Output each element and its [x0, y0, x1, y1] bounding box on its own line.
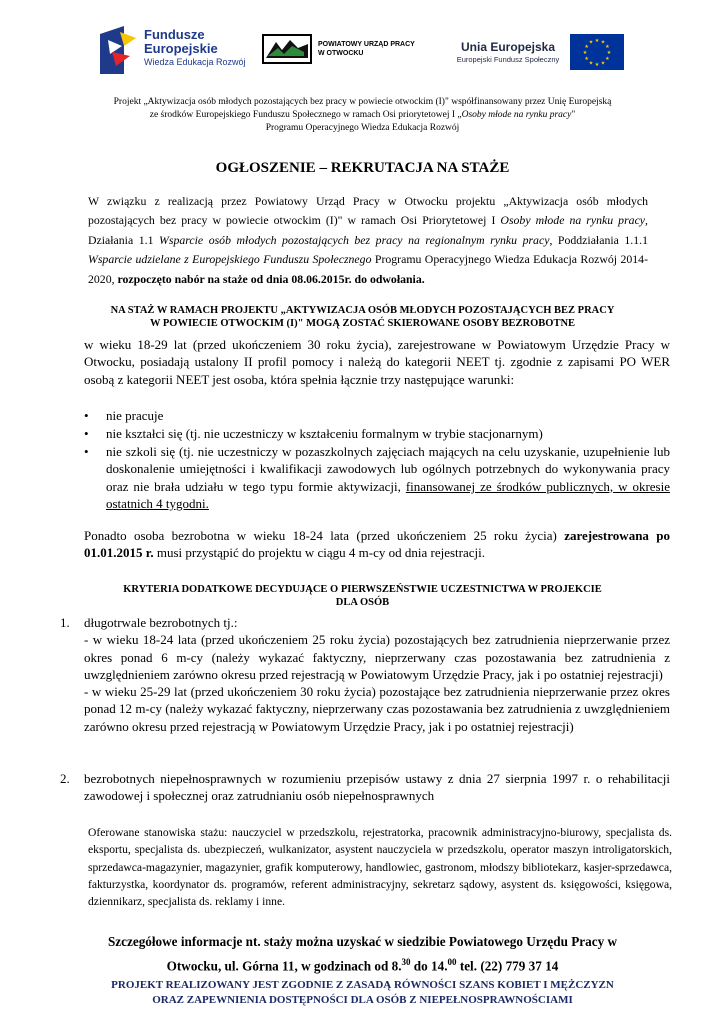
unia-europejska-logo	[455, 34, 625, 74]
svg-text:★: ★	[582, 50, 588, 56]
svg-text:★: ★	[605, 44, 610, 50]
bullet3-text: nie szkoli się (tj. nie uczestniczy w pozaszkolnych zajęciach mających na celu uzyskanie, uzupełnienie lub doskonalenie umiejętności i kwalifikacji zawodowych lub ogólnych potrzebnych do wykonywania pracy oraz nie brała udziału w tego typu formie aktywizacji,	[106, 444, 670, 494]
svg-text:★: ★	[584, 44, 589, 50]
list-number: 2.	[60, 771, 70, 786]
page-title: OGŁOSZENIE – REKRUTACJA NA STAŻE	[215, 160, 510, 176]
pup-line1: POWIATOWY URZĄD PRACY	[318, 41, 415, 48]
time-end-minutes: 00	[447, 957, 457, 967]
svg-text:★: ★	[605, 56, 610, 62]
intro-text-1: W związku z realizacją przez Powiatowy Urząd Pracy w Otwocku projektu „Aktywizacja osób młodych pozostających bez pracy w powiecie otwockim (I)" w ramach Osi Priorytetowej I	[88, 194, 648, 228]
list-item	[84, 614, 670, 735]
project-line2-italic: Osoby młode na rynku pracy	[461, 110, 572, 120]
ue-line2: Europejski Fundusz Społeczny	[456, 55, 560, 64]
list-number: 1.	[60, 615, 70, 630]
svg-text:★: ★	[588, 60, 594, 67]
contact-info	[70, 932, 655, 976]
extra-bold: zarejestrowana po 01.01.2015 r.	[84, 528, 670, 561]
bullet-text: nie kształci się (tj. nie uczestniczy w kształceniu formalnym w trybie stacjonarnym)	[106, 426, 543, 441]
pup-logo	[262, 34, 442, 70]
contact-text-a: Otwocku, ul. Górna 11, w godzinach od 8.	[166, 958, 402, 974]
fe-star-icon	[100, 26, 138, 74]
section1-heading-line1: NA STAŻ W RAMACH PROJEKTU „AKTYWIZACJA OSÓB MŁODYCH POZOSTAJĄCYCH BEZ PRACY	[110, 305, 615, 316]
intro-text-3: , Poddziałania 1.1.1	[549, 232, 649, 247]
intro-paragraph	[88, 192, 648, 289]
svg-text:★: ★	[588, 39, 594, 46]
fundusze-europejskie-logo	[100, 26, 250, 78]
svg-text:★: ★	[594, 62, 600, 68]
time-start-minutes: 30	[401, 957, 411, 967]
bullet-icon: •	[84, 408, 89, 423]
fe-line2: Europejskie	[144, 41, 218, 56]
criterion-1-age-25-29: - w wieku 25-29 lat (przed ukończeniem 30 roku życia) pozostające bez zatrudnienia nieprzerwanie przez okres ponad 12 m-cy (należy wykazać faktyczny, nieprzerwany czas pozostawania bez zatrudnienia z uwzględnieniem zarówno okresu przed rejestracją w Powiatowym Urzędzie Pracy, jak i po ostatniej rejestracji)	[84, 684, 670, 734]
bullet-icon: •	[84, 426, 89, 441]
logo-bar	[0, 22, 725, 82]
section1-heading	[40, 304, 685, 330]
criterion-2-text: bezrobotnych niepełnosprawnych w rozumieniu przepisów ustawy z dnia 27 sierpnia 1997 r. o rehabilitacji zawodowej i społecznej oraz zatrudnianiu osób niepełnosprawnych	[84, 771, 670, 804]
section1-heading-line2: W POWIECIE OTWOCKIM (I)" MOGĄ ZOSTAĆ SKIEROWANE OSOBY BEZROBOTNE	[149, 318, 576, 329]
fe-line3: Wiedza Edukacja Rozwój	[144, 57, 246, 67]
criterion-1-age-18-24: - w wieku 18-24 lata (przed ukończeniem 25 roku życia) pozostających bez zatrudnienia nieprzerwanie przez okres ponad 6 m-cy (należy wykazać faktyczny, nieprzerwany czas pozostawania bez zatrudnienia z uwzględnieniem zarówno okresu przed rejestracją w Powiatowym Urzędzie Pracy, jak i po ostatniej rejestracji)	[84, 632, 670, 682]
extra-text-c: musi przystąpić do projektu w ciągu 4 m-cy od dnia rejestracji.	[153, 545, 485, 561]
contact-text-b: do 14.	[410, 958, 448, 974]
bullet-text	[106, 443, 670, 512]
section2-heading-line1: KRYTERIA DODATKOWE DECYDUJĄCE O PIERWSZEŃSTWIE UCZESTNICTWA W PROJEKCIE	[123, 584, 602, 595]
offered-positions: Oferowane stanowiska stażu: nauczyciel w przedszkolu, rejestratorka, pracownik administracyjno-biurowy, specjalista ds. eksportu, specjalista ds. ubezpieczeń, wulkanizator, asystent nauczyciela w przedszkolu, operator maszyn introligatorskich, sprzedawca-magazynier, magazynier, grafik komputerowy, handlowiec, gastronom, młodszy bibliotekarz, kasjer-sprzedawca, fakturzystka, koordynator ds. programów, referent administracyjny, sekretarz sądowy, asystent ds. księgowości, księgowa, dziennikarz, specjalista ds. reklamy i inne.	[88, 826, 672, 909]
section2-heading-line2: DLA OSÓB	[335, 597, 390, 608]
section1-body: w wieku 18-29 lat (przed ukończeniem 30 roku życia), zarejestrowane w Powiatowym Urzędzie Pracy w Otwocku, posiadają ustalony II profil pomocy i należą do kategorii NEET tj. zgodnie z zapisami PO WER osobą z kategorii NEET jest osoba, która spełnia łącznie trzy następujące warunki:	[84, 337, 670, 387]
intro-text-2: , Działania 1.1	[88, 213, 648, 247]
svg-text:★: ★	[594, 38, 600, 44]
ue-line1: Unia Europejska	[460, 40, 556, 54]
bullet-text: nie pracuje	[106, 408, 164, 423]
contact-line2	[70, 952, 655, 976]
contact-phone: tel. (22) 779 37 14	[456, 958, 559, 974]
extra-text-a: Ponadto osoba bezrobotna w wieku 18-24 lata (przed ukończeniem 25 roku życia)	[84, 528, 565, 543]
project-line2-c: "	[571, 110, 576, 120]
bullet3-underlined: finansowanej ze środków publicznych, w okresie ostatnich 4 tygodni.	[106, 478, 670, 511]
contact-line1: Szczegółowe informacje nt. staży można uzyskać w siedzibie Powiatowego Urzędu Pracy w	[107, 934, 618, 949]
intro-bold: rozpoczęto nabór na staże od dnia 08.06.2015r. do odwołania.	[117, 271, 425, 286]
project-line3: Programu Operacyjnego Wiedza Edukacja Rozwój	[265, 123, 460, 133]
svg-text:★: ★	[584, 56, 589, 62]
fe-line1: Fundusze	[144, 27, 205, 42]
pup-emblem-icon	[262, 34, 312, 64]
criterion-1-title: długotrwale bezrobotnych tj.:	[84, 615, 238, 630]
section1-extra	[84, 527, 670, 562]
intro-italic-2: Wsparcie osób młodych pozostających bez pracy na regionalnym rynku pracy	[159, 232, 550, 247]
svg-text:★: ★	[600, 39, 606, 46]
bullet-icon: •	[84, 444, 89, 459]
intro-italic-3: Wsparcie udzielane z Europejskiego Funduszu Społecznego	[88, 252, 372, 267]
project-line2-a: ze środków Europejskiego Funduszu Społecznego w ramach Osi priorytetowej I „	[149, 110, 462, 120]
intro-text-4: Programu Operacyjnego Wiedza Edukacja Rozwój 2014-2020,	[88, 252, 649, 286]
footer-note	[40, 978, 685, 1008]
project-line1: Projekt „Aktywizacja osób młodych pozostających bez pracy w powiecie otwockim (I)" współfinansowany przez Unię Europejską	[113, 97, 612, 107]
pup-line2: W OTWOCKU	[318, 50, 364, 57]
eu-flag-icon	[570, 34, 624, 70]
section2-heading	[40, 583, 685, 609]
project-description	[60, 96, 665, 135]
footer-line2: ORAZ ZAPEWNIENIA DOSTĘPNOŚCI DLA OSÓB Z NIEPEŁNOSPRAWNOŚCIAMI	[152, 994, 573, 1006]
list-item	[84, 770, 670, 805]
footer-line1: PROJEKT REALIZOWANY JEST ZGODNIE Z ZASADĄ RÓWNOŚCI SZANS KOBIET I MĘŻCZYZN	[111, 979, 614, 991]
intro-italic-1: Osoby młode na rynku pracy	[500, 213, 646, 228]
project-line2	[60, 109, 665, 122]
svg-text:★: ★	[600, 60, 606, 67]
svg-text:★: ★	[606, 50, 612, 56]
